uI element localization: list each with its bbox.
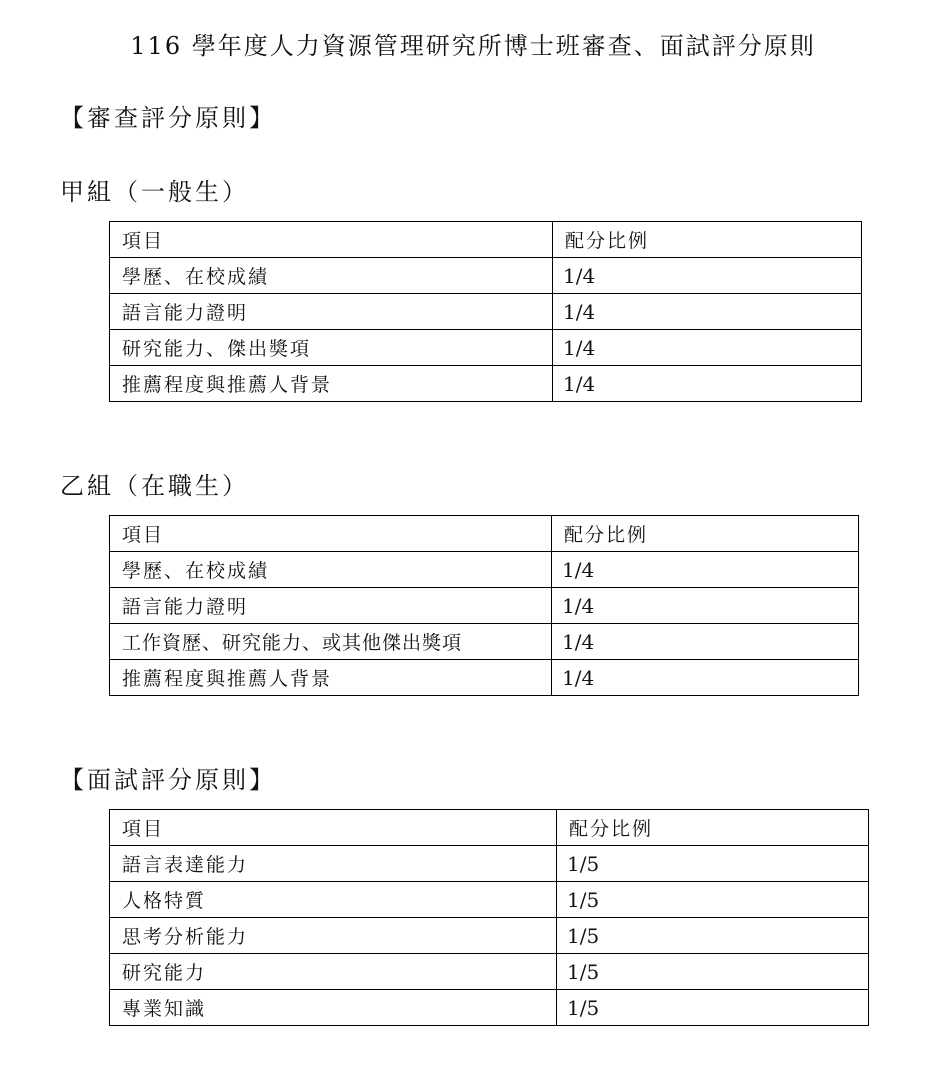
page-title: 116 學年度人力資源管理研究所博士班審查、面試評分原則	[130, 32, 816, 60]
header-item-cell: 項目	[110, 810, 557, 846]
table-header-row	[110, 222, 862, 258]
table-row	[110, 330, 862, 366]
review-section-heading: 【審查評分原則】	[60, 104, 276, 132]
header-item-cell: 項目	[110, 222, 553, 258]
ratio-cell: 1/5	[557, 918, 869, 954]
item-cell: 推薦程度與推薦人背景	[110, 366, 553, 402]
header-ratio-cell: 配分比例	[557, 810, 869, 846]
table-header-row	[110, 810, 869, 846]
table-header-row	[110, 516, 859, 552]
table-row	[110, 366, 862, 402]
table-row	[110, 552, 859, 588]
item-cell: 研究能力、傑出獎項	[110, 330, 553, 366]
table-row	[110, 660, 859, 696]
item-cell: 專業知識	[110, 990, 557, 1026]
ratio-cell: 1/5	[557, 954, 869, 990]
table-row	[110, 624, 859, 660]
header-ratio-cell: 配分比例	[553, 222, 862, 258]
item-cell: 學歷、在校成績	[110, 258, 553, 294]
ratio-cell: 1/5	[557, 882, 869, 918]
table-row	[110, 990, 869, 1026]
item-cell: 語言能力證明	[110, 294, 553, 330]
item-cell: 推薦程度與推薦人背景	[110, 660, 552, 696]
header-item-cell: 項目	[110, 516, 552, 552]
table-row	[110, 918, 869, 954]
group-a-heading: 甲組（一般生）	[60, 178, 249, 206]
table-row	[110, 294, 862, 330]
interview-section-heading: 【面試評分原則】	[60, 766, 276, 794]
ratio-cell: 1/4	[552, 660, 859, 696]
table-row	[110, 954, 869, 990]
ratio-cell: 1/4	[553, 330, 862, 366]
ratio-cell: 1/4	[552, 624, 859, 660]
ratio-cell: 1/4	[553, 294, 862, 330]
ratio-cell: 1/5	[557, 990, 869, 1026]
item-cell: 工作資歷、研究能力、或其他傑出獎項	[110, 624, 552, 660]
item-cell: 語言能力證明	[110, 588, 552, 624]
interview-table	[109, 809, 869, 1026]
ratio-cell: 1/4	[552, 552, 859, 588]
header-ratio-cell: 配分比例	[552, 516, 859, 552]
item-cell: 思考分析能力	[110, 918, 557, 954]
table-row	[110, 588, 859, 624]
item-cell: 學歷、在校成績	[110, 552, 552, 588]
item-cell: 語言表達能力	[110, 846, 557, 882]
ratio-cell: 1/4	[552, 588, 859, 624]
group-a-table	[109, 221, 862, 402]
table-row	[110, 882, 869, 918]
item-cell: 人格特質	[110, 882, 557, 918]
ratio-cell: 1/4	[553, 366, 862, 402]
ratio-cell: 1/4	[553, 258, 862, 294]
item-cell: 研究能力	[110, 954, 557, 990]
ratio-cell: 1/5	[557, 846, 869, 882]
table-row	[110, 258, 862, 294]
group-b-heading: 乙組（在職生）	[60, 472, 249, 500]
group-b-table	[109, 515, 859, 696]
table-row	[110, 846, 869, 882]
